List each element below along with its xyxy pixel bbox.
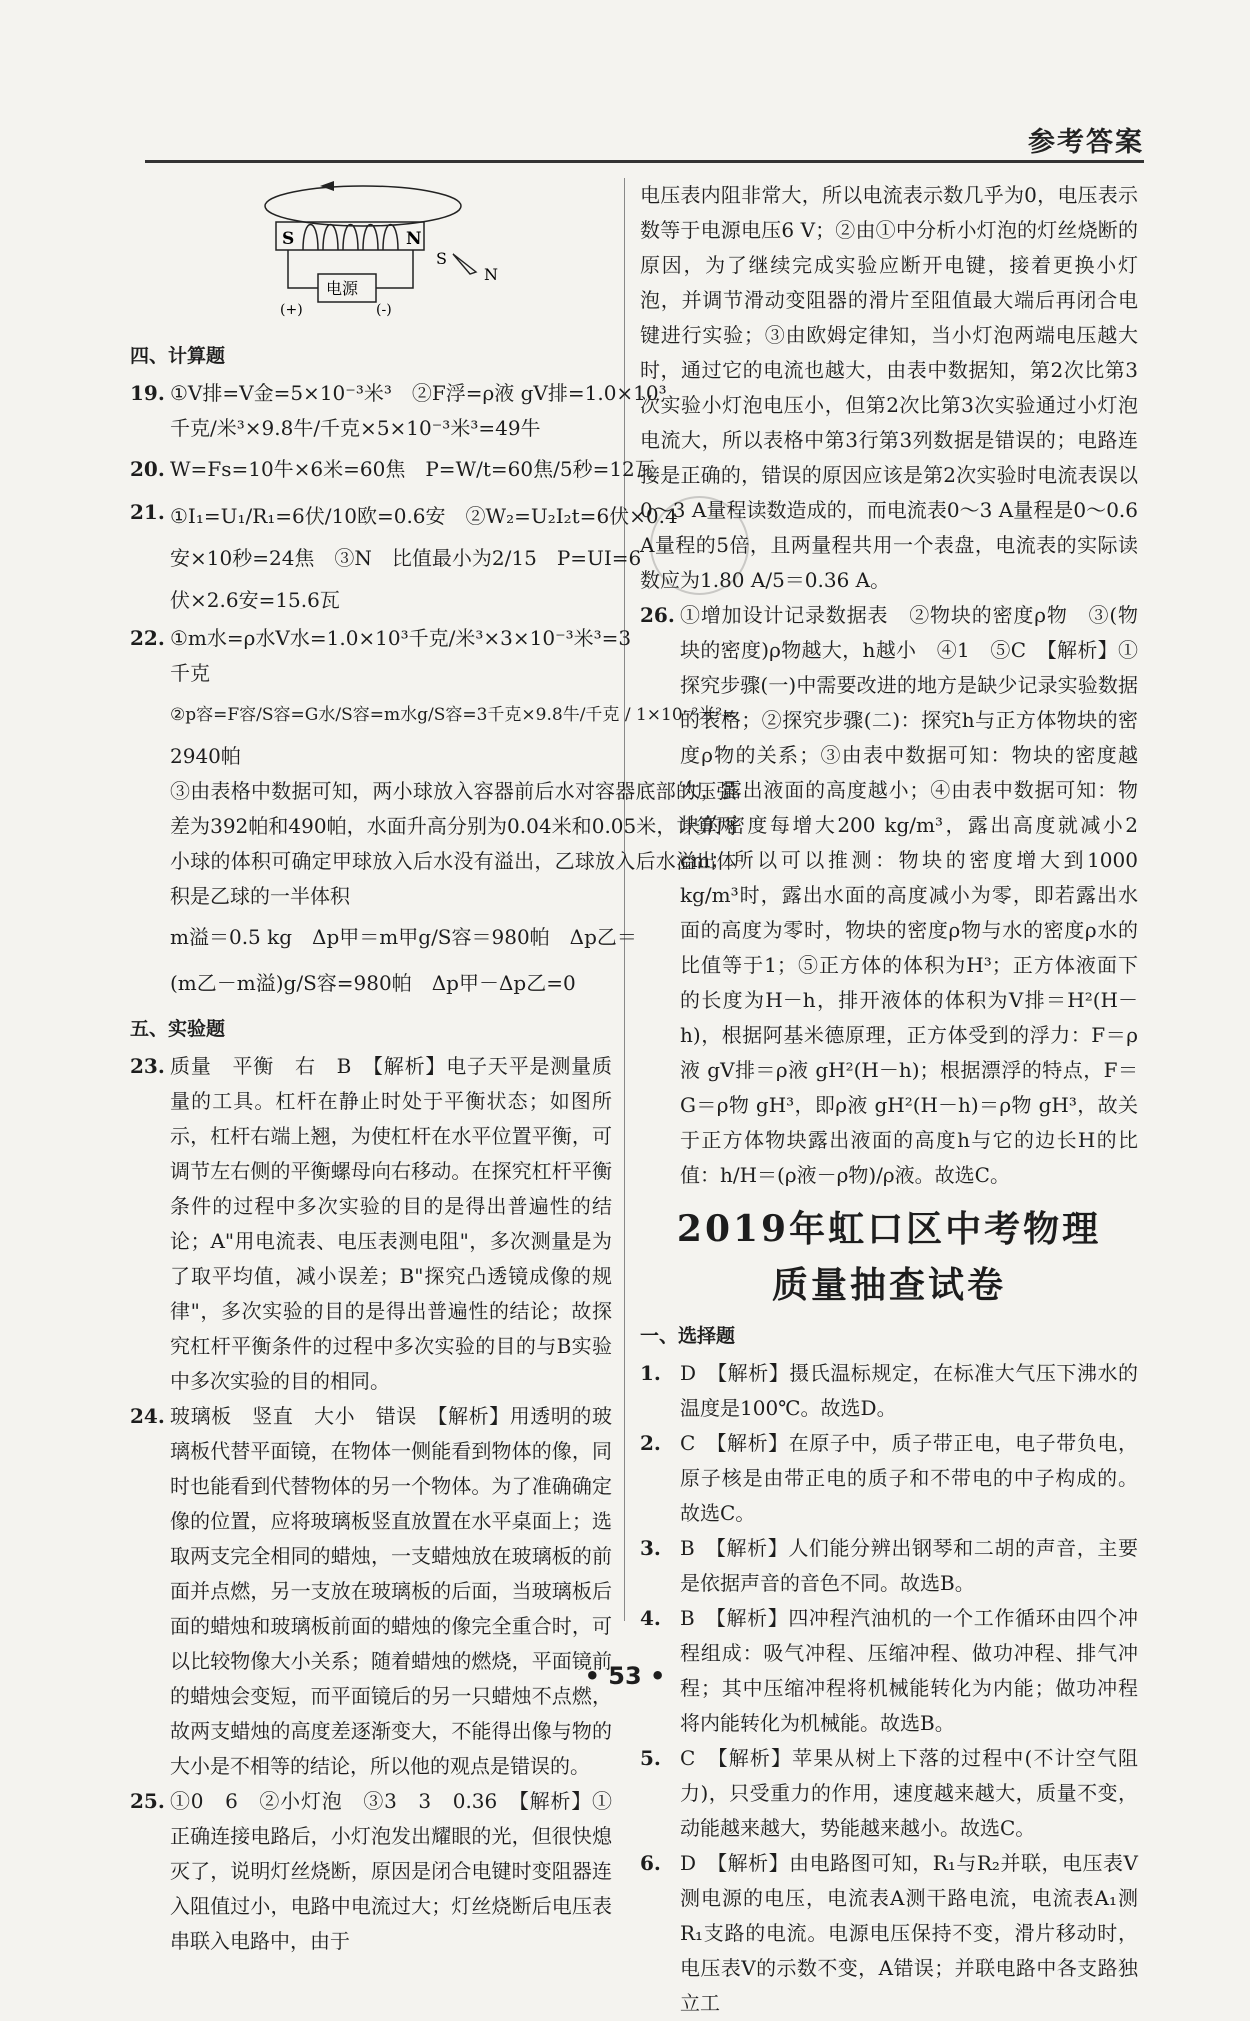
pole-n-label: N [406,229,422,249]
right-column [640,178,1138,2021]
answer-number: 22. [130,626,165,650]
answer-line: 千克 [170,661,210,685]
answer-text: ①0 6 ②小灯泡 ③3 3 0.36 【解析】①正确连接电路后，小灯泡发出耀眼的光，但很快熄灭了，说明灯丝烧断，原因是闭合电键时变阻器连入阻值过小，电路中电流过大；灯丝烧断后电压表串联入电路中，由于 [170,1789,612,1953]
answer-paragraph: ③由表格中数据可知，两小球放入容器前后水对容器底部的压强差为392帕和490帕，水面升高分别为0.04米和0.05米，计算两小球的体积可确定甲球放入后水没有溢出，乙球放入后水溢出体积是乙球的一半体积 [170,779,737,908]
exam-title-line: 2019年虹口区中考物理 [676,1208,1102,1250]
positive-terminal-label: (+) [280,302,303,318]
answer-19 [130,376,667,446]
exam-title [640,1201,1138,1313]
answer-line: m溢＝0.5 kg Δp甲＝m甲g/S容＝980帕 Δp乙＝ [170,925,637,949]
answer-line: ①I₁=U₁/R₁=6伏/10欧=0.6安 ②W₂=U₂I₂t=6伏×0.4 [170,504,678,528]
answer-line: 安×10秒=24焦 ③N 比值最小为2/15 P=UI=6 [170,546,642,570]
section-heading-choice: 一、选择题 [640,1325,736,1347]
answer-q6 [640,1846,1138,2021]
answer-number: 23. [130,1054,165,1078]
answer-text: 电压表内阻非常大，所以电流表示数几乎为0，电压表示数等于电源电压6 V；②由①中分析小灯泡的灯丝烧断的原因，为了继续完成实验应断开电键，接着更换小灯泡，并调节滑动变阻器的滑片至阻值最大端后再闭合电键进行实验；③由欧姆定律知，当小灯泡两端电压越大时，通过它的电流也越大，由表中数据知，第2次比第3次实验小灯泡电压小，但第2次比第3次实验通过小灯泡电流大，所以表格中第3行第3列数据是错误的；电路连接是正确的，错误的原因应该是第2次实验时电流表误以0～3 A量程读数造成的，而电流表0～3 A量程是0～0.6 A量程的5倍，且两量程共用一个表盘，电流表的实际读数应为1.80 A/5＝0.36 A。 [640,183,1138,592]
answer-26 [640,598,1138,1193]
header-title: 参考答案 [1028,127,1144,158]
answer-line: 2940帕 [170,744,241,768]
answer-text: D 【解析】摄氏温标规定，在标准大气压下沸水的温度是100℃。故选D。 [680,1361,1138,1420]
answer-line: (m乙－m溢)g/S容=980帕 Δp甲－Δp乙=0 [170,971,576,995]
answer-number: 21. [130,500,165,524]
answer-text: B 【解析】四冲程汽油机的一个工作循环由四个冲程组成：吸气冲程、压缩冲程、做功冲程、排气冲程；其中压缩冲程将机械能转化为内能；做功冲程将内能转化为机械能。故选B。 [680,1606,1138,1735]
answer-number: 4. [640,1606,661,1630]
answer-number: 2. [640,1431,661,1455]
answer-25-continued [640,178,1138,598]
answer-q1 [640,1356,1138,1426]
answer-23 [130,1049,612,1399]
answer-text: C 【解析】在原子中，质子带正电，电子带负电，原子核是由带正电的质子和不带电的中子构成的。故选C。 [680,1431,1138,1525]
answer-number: 6. [640,1851,661,1875]
answer-20 [130,452,655,487]
answer-line: W=Fs=10牛×6米=60焦 P=W/t=60焦/5秒=12瓦 [170,457,655,481]
answer-text: 质量 平衡 右 B 【解析】电子天平是测量质量的工具。杠杆在静止时处于平衡状态；如图所示，杠杆右端上翘，为使杠杆在水平位置平衡，可调节左右侧的平衡螺母向右移动。在探究杠杆平衡条件的过程中多次实验的目的是得出普遍性的结论；A"用电流表、电压表测电阻"，多次测量是为了取平均值，减小误差；B"探究凸透镜成像的规律"，多次实验的目的是得出普遍性的结论；故探究杠杆平衡条件的过程中多次实验的目的与B实验中多次实验的目的相同。 [170,1054,612,1393]
section-heading-experiment: 五、实验题 [130,1018,226,1040]
compass-needle-icon [453,254,476,274]
exam-title-line: 质量抽查试卷 [771,1264,1006,1306]
answer-text: ①增加设计记录数据表 ②物块的密度ρ物 ③(物块的密度)ρ物越大，h越小 ④1 ⑤C 【解析】①探究步骤(一)中需要改进的地方是缺少记录实验数据的表格；②探究步骤(二)：探究h与正方体物块的密度ρ物的关系；③由表中数据可知：物块的密度越大，露出液面的高度越小；④由表中数据可知：物块的密度每增大200 kg/m³，露出高度就减小2 cm；所以可以推测：物块的密度增大到1000 kg/m³时，露出水面的高度减小为零，即若露出水面的高度为零时，物块的密度ρ物与水的密度ρ水的比值等于1；⑤正方体的体积为H³；正方体液面下的长度为H－h，排开液体的体积为V排＝H²(H－h)，根据阿基米德原理，正方体受到的浮力：F＝ρ液 gV排＝ρ液 gH²(H－h)；根据漂浮的特点，F＝G＝ρ物 gH³，即ρ液 gH²(H－h)＝ρ物 gH³，故关于正方体物块露出液面的高度h与它的边长H的比值：h/H＝(ρ液－ρ物)/ρ液。故选C。 [680,603,1138,1187]
answer-line: ①V排=V金=5×10⁻³米³ ②F浮=ρ液 gV排=1.0×10³ [170,381,667,405]
answer-text: B 【解析】人们能分辨出钢琴和二胡的声音，主要是依据声音的音色不同。故选B。 [680,1536,1138,1595]
answer-number: 1. [640,1361,661,1385]
answer-text: C 【解析】苹果从树上下落的过程中(不计空气阻力)，只受重力的作用，速度越来越大，质量不变，动能越来越大，势能越来越小。故选C。 [680,1746,1138,1840]
header-rule [145,160,1144,163]
pole-s-label: S [282,229,295,249]
section-heading-calculation: 四、计算题 [130,345,226,367]
answer-25 [130,1784,612,1959]
answer-number: 3. [640,1536,661,1560]
negative-terminal-label: (-) [376,302,392,318]
answer-q3 [640,1531,1138,1601]
needle-s-label: S [436,249,447,268]
answer-number: 26. [640,603,675,627]
answer-line: ②p容=F容/S容=G水/S容=m水g/S容=3千克×9.8牛/千克 / 1×10⁻²米²= [170,705,737,725]
answer-text: D 【解析】由电路图可知，R₁与R₂并联，电压表V测电源的电压，电流表A测干路电流，电流表A₁测R₁支路的电流。电源电压保持不变，滑片移动时，电压表V的示数不变，A错误；并联电路中各支路独立工 [680,1851,1138,2015]
answer-21 [130,495,678,621]
answer-number: 5. [640,1746,661,1770]
answer-number: 24. [130,1404,165,1428]
answer-number: 25. [130,1789,165,1813]
answer-text: 玻璃板 竖直 大小 错误 【解析】用透明的玻璃板代替平面镜，在物体一侧能看到物体的像，同时也能看到代替物体的另一个物体。为了准确确定像的位置，应将玻璃板竖直放置在水平桌面上；选取两支完全相同的蜡烛，一支蜡烛放在玻璃板的前面并点燃，另一支放在玻璃板的后面，当玻璃板后面的蜡烛和玻璃板前面的蜡烛的像完全重合时，可以比较物像大小关系；随着蜡烛的燃烧，平面镜前的蜡烛会变短，而平面镜后的另一只蜡烛不点燃，故两支蜡烛的高度差逐渐变大，不能得出像与物的大小是不相等的结论，所以他的观点是错误的。 [170,1404,612,1778]
answer-number: 20. [130,457,165,481]
answer-24 [130,1399,612,1784]
answer-line: ①m水=ρ水V水=1.0×10³千克/米³×3×10⁻³米³=3 [170,626,632,650]
answer-q5 [640,1741,1138,1846]
circuit-diagram [248,178,538,318]
power-source-label: 电源 [326,279,359,298]
answer-number: 19. [130,381,165,405]
answer-line: 千克/米³×9.8牛/千克×5×10⁻³米³=49牛 [170,416,541,440]
needle-n-label: N [484,265,498,284]
answer-line: 伏×2.6安=15.6瓦 [170,588,340,612]
answer-q2 [640,1426,1138,1531]
answer-22 [130,621,737,1006]
page-number: • 53 • [584,1662,666,1690]
